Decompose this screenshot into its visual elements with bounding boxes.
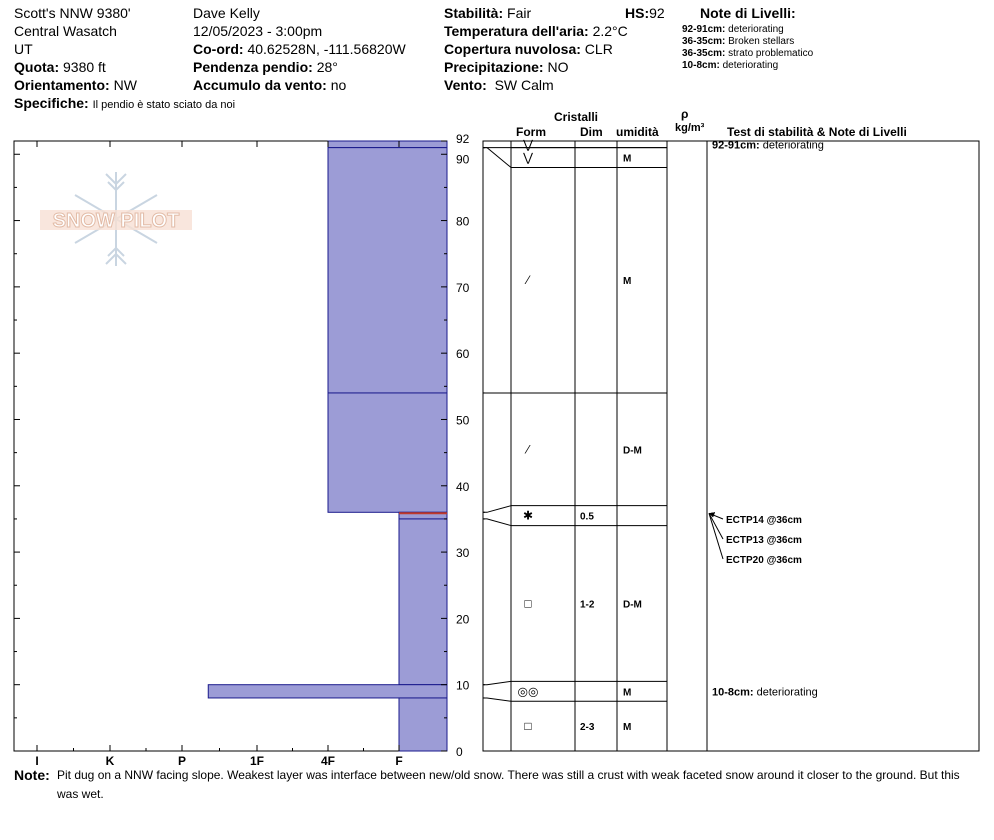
depth-label: 80 (456, 214, 470, 229)
cloud-cover: Copertura nuvolosa: CLR (444, 41, 613, 57)
slope-angle: Pendenza pendio: 28° (193, 59, 338, 75)
stability-test-label: ECTP20 @36cm (726, 555, 802, 566)
datetime: 12/05/2023 - 3:00pm (193, 23, 323, 39)
wind: Vento: SW Calm (444, 77, 554, 93)
density-unit: kg/m³ (675, 122, 705, 134)
moisture-value: M (623, 276, 632, 288)
layer-note-text: deteriorating (759, 139, 824, 152)
precipitation: Precipitazione: NO (444, 59, 569, 75)
grain-form-symbol: ◎◎ (517, 684, 539, 699)
layer-note (712, 139, 824, 151)
layer-note-item: 36-35cm: Broken stellars (682, 36, 795, 47)
grain-size: 1-2 (580, 599, 595, 611)
stability-test-label: ECTP14 @36cm (726, 515, 802, 526)
hardness-label: K (105, 754, 115, 768)
form-header: Form (516, 125, 546, 139)
elevation: Quota: 9380 ft (14, 59, 106, 75)
hardness-layer-bar (399, 698, 447, 751)
hardness-layer-bar (328, 141, 447, 148)
stability: Stabilità: Fair (444, 5, 532, 21)
grain-form-symbol: ⋁ (523, 137, 533, 152)
hardness-layer-bar (328, 148, 447, 393)
moisture-value: D-M (623, 445, 642, 457)
crystals-header: Cristalli (554, 110, 599, 124)
layer-note-item: 10-8cm: deteriorating (682, 60, 779, 71)
depth-connector (483, 148, 511, 168)
depth-connector (483, 681, 511, 684)
aspect: Orientamento: NW (14, 77, 137, 93)
hardness-layer-bar (328, 393, 447, 512)
grain-form-symbol: ⁄ (526, 273, 530, 288)
depth-connector (483, 506, 511, 513)
layer-note-range: 10-8cm: (712, 686, 754, 699)
moisture-value: M (623, 687, 632, 699)
depth-label: 30 (456, 546, 470, 561)
depth-label: 0 (456, 745, 463, 759)
size-header: Dim (580, 125, 603, 139)
layer-table-frame (483, 141, 979, 751)
depth-label: 90 (456, 152, 470, 167)
wind-loading: Accumulo da vento: no (193, 77, 347, 93)
layer-note-text: deteriorating (753, 686, 818, 699)
depth-connector (483, 698, 511, 701)
layer-notes-title: Note di Livelli: (700, 5, 796, 21)
snow-height: HS:92 (625, 5, 665, 21)
moisture-value: M (623, 722, 632, 734)
depth-label: 60 (456, 347, 470, 362)
hardness-label: 4F (320, 754, 336, 768)
stability-test-label: ECTP13 @36cm (726, 535, 802, 546)
depth-label: 10 (456, 678, 470, 693)
site-name: Scott's NNW 9380' (14, 5, 131, 21)
depth-label: 92 (456, 132, 470, 146)
coordinates: Co-ord: 40.62528N, -111.56820W (193, 41, 406, 57)
density-symbol: ρ (681, 107, 689, 121)
grain-size: 2-3 (580, 722, 595, 734)
grain-form-symbol: ⁄ (526, 442, 530, 457)
grain-form-symbol: ⋁ (523, 150, 533, 165)
specifics: Specifiche: Il pendio è stato sciato da noi (14, 95, 236, 111)
depth-connector (483, 519, 511, 526)
moisture-header: umidità (616, 125, 659, 139)
layer-note-range: 92-91cm: (712, 139, 760, 152)
snowpilot-logo (40, 172, 192, 266)
grain-form-symbol: ✱ (522, 508, 534, 523)
moisture-value: M (623, 153, 632, 165)
layer-note-item: 36-35cm: strato problematico (682, 48, 814, 59)
layer-note-item: 92-91cm: deteriorating (682, 24, 784, 35)
hardness-layer-bar (208, 685, 447, 698)
hardness-label: I (35, 754, 39, 768)
footer-note-label: Note: (14, 767, 50, 783)
hardness-label: P (177, 754, 187, 768)
hardness-label: F (395, 754, 403, 768)
layer-note (712, 686, 818, 698)
mountain-range: Central Wasatch (14, 23, 117, 39)
tests-notes-header: Test di stabilità & Note di Livelli (727, 125, 907, 139)
state: UT (14, 41, 33, 57)
hardness-label: 1F (249, 754, 265, 768)
depth-label: 40 (456, 479, 470, 494)
hardness-layer-bar (399, 519, 447, 685)
logo-text: SNOW PILOT (52, 210, 180, 232)
depth-label: 20 (456, 612, 470, 627)
air-temperature: Temperatura dell'aria: 2.2°C (444, 23, 628, 39)
moisture-value: D-M (623, 599, 642, 611)
observer: Dave Kelly (193, 5, 260, 21)
grain-size: 0.5 (580, 511, 594, 523)
grain-form-symbol: □ (524, 719, 532, 734)
depth-label: 70 (456, 280, 470, 295)
grain-form-symbol: □ (524, 596, 532, 611)
depth-label: 50 (456, 413, 470, 428)
footer-note-text: Pit dug on a NNW facing slope. Weakest layer was interface between new/old snow. There was still a crust with weak faceted snow around it closer to the ground. But this was wet. (57, 768, 960, 801)
